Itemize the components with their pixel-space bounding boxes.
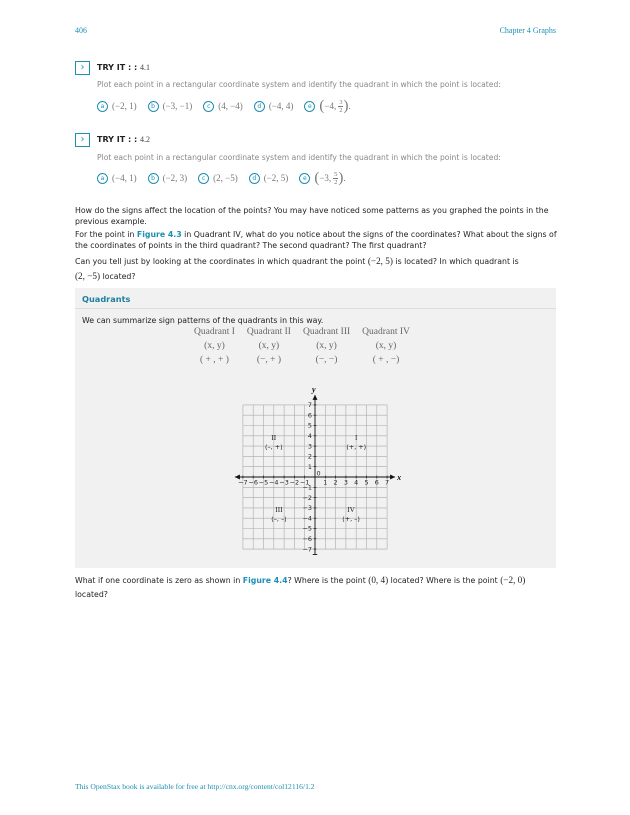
p4-text-c: located? Where is the point xyxy=(388,576,501,585)
x-tick-label: 7 xyxy=(385,478,390,487)
option-badge: b xyxy=(148,173,159,184)
x-tick-label: −2 xyxy=(289,478,300,487)
x-tick-label: −3 xyxy=(279,478,289,487)
page-number: 406 xyxy=(75,26,87,35)
x-tick-label: 4 xyxy=(354,478,359,487)
option-text: (−4, 1) xyxy=(112,173,137,183)
table-row xyxy=(188,339,416,353)
option-badge: b xyxy=(148,101,159,112)
fraction-denominator: 2 xyxy=(339,106,343,114)
quadrants-box-divider xyxy=(75,308,556,309)
tryit-2-title xyxy=(97,135,150,144)
option-text: (−3, −1) xyxy=(162,101,193,111)
p4-text-d: located? xyxy=(75,590,108,599)
fraction-denominator: 2 xyxy=(334,178,338,186)
tryit-2-instruction: Plot each point in a rectangular coordinate system and identify the quadrant in which the point is located: xyxy=(97,153,501,162)
p3-text-a: Can you tell just by looking at the coordinates in which quadrant the point xyxy=(75,257,368,266)
table-cell: ( + , −) xyxy=(372,355,400,365)
tryit-2-option-b xyxy=(148,173,188,184)
quadrant-sign-table xyxy=(188,325,416,367)
p4-text-b: ? Where is the point xyxy=(287,576,369,585)
p3-text-c: located? xyxy=(100,272,136,281)
quadrant-name-label: I xyxy=(354,433,358,442)
paragraph-3 xyxy=(75,254,557,284)
table-cell: (x, y) xyxy=(375,341,397,351)
tryit-1-option-e xyxy=(304,99,350,114)
tryit-1-option-a xyxy=(97,101,137,112)
period: . xyxy=(348,101,351,111)
x-tick-label: −6 xyxy=(248,478,258,487)
x-tick-label: 1 xyxy=(323,478,328,487)
p3-math-2: (2, −5) xyxy=(75,271,101,281)
p2-text-a: For the point in xyxy=(75,230,137,239)
table-header-cell: Quadrant IV xyxy=(362,327,410,337)
table-row xyxy=(188,353,416,367)
option-badge: d xyxy=(249,173,260,184)
y-tick-label: 2 xyxy=(307,452,312,461)
paragraph-4 xyxy=(75,573,557,602)
tryit-2-options xyxy=(97,168,357,188)
tryit-1-title xyxy=(97,63,150,72)
quadrants-intro: We can summarize sign patterns of the quadrants in this way. xyxy=(82,316,324,325)
y-axis-down-arrow-icon xyxy=(313,554,318,555)
p2-text-b: in Quadrant IV, what do you notice about the signs of the coordinates? What about the signs of the coordinates of points in the third quadrant? The second quadrant? The first quadrant? xyxy=(75,230,557,250)
quadrants-box-title: Quadrants xyxy=(82,294,131,304)
option-e-before: −4, xyxy=(324,101,337,111)
quadrant-sign-label: (+, –) xyxy=(342,515,360,524)
coordinate-plane xyxy=(225,375,405,555)
option-badge: a xyxy=(97,101,108,112)
x-axis-right-arrow-icon xyxy=(390,475,395,480)
table-cell: (x, y) xyxy=(204,341,225,351)
tryit-1-chevron-icon: › xyxy=(75,61,90,75)
option-text: (4, −4) xyxy=(218,101,243,111)
option-text: (−2, 3) xyxy=(162,173,188,183)
table-cell: (x, y) xyxy=(316,341,337,351)
tryit-2-option-c xyxy=(198,173,238,184)
x-axis-label: x xyxy=(397,473,402,482)
y-axis-up-arrow-icon xyxy=(313,395,318,400)
y-tick-label: 6 xyxy=(307,411,312,420)
quadrant-name-label: II xyxy=(271,433,277,442)
option-badge: d xyxy=(254,101,265,112)
table-header-cell: Quadrant I xyxy=(194,327,235,337)
y-tick-label: 5 xyxy=(307,421,312,430)
y-tick-label: −4 xyxy=(302,514,312,523)
quadrant-name-label: III xyxy=(275,506,283,515)
quadrant-name-label: IV xyxy=(347,506,355,515)
y-tick-label: 1 xyxy=(307,462,312,471)
quadrant-sign-label: (+, +) xyxy=(346,442,367,451)
y-tick-label: −1 xyxy=(302,483,312,492)
figure-4-3-link[interactable]: Figure 4.3 xyxy=(136,230,182,239)
y-tick-label: 4 xyxy=(307,432,312,440)
y-axis-label: y xyxy=(312,384,316,394)
tryit-2-chevron-icon: › xyxy=(75,133,90,147)
figure-4-4-link[interactable]: Figure 4.4 xyxy=(242,576,288,585)
table-cell: (x, y) xyxy=(258,341,280,351)
tryit-2-option-a xyxy=(97,173,137,184)
p3-math-1: (−2, 5) xyxy=(367,256,393,266)
option-text: (−4, 4) xyxy=(268,101,294,111)
y-tick-label: −5 xyxy=(302,524,312,533)
x-tick-label: 3 xyxy=(343,478,348,487)
y-tick-label: −2 xyxy=(302,493,312,502)
tryit-1-instruction: Plot each point in a rectangular coordinate system and identify the quadrant in which the point is located: xyxy=(97,80,501,89)
tryit-1-number: 4.1 xyxy=(139,63,150,72)
open-paren: ( xyxy=(314,170,320,186)
option-text: (2, −5) xyxy=(213,173,238,183)
tryit-1-options xyxy=(97,96,362,116)
option-badge: e xyxy=(304,101,315,112)
footer-text: This OpenStax book is available for free at http://cnx.org/content/col12116/1.2 xyxy=(75,782,315,791)
table-cell: (−, + ) xyxy=(256,355,281,365)
x-tick-label: 2 xyxy=(333,478,338,487)
option-badge: c xyxy=(203,101,214,112)
paragraph-1: How do the signs affect the location of the points? You may have noticed some patterns as you graphed the points in the previous example. xyxy=(75,206,549,226)
paragraph-2 xyxy=(75,229,557,251)
tryit-1-option-d xyxy=(254,101,294,112)
tryit-2-number: 4.2 xyxy=(139,135,150,144)
close-paren: ) xyxy=(343,98,349,114)
quadrant-sign-label: (–, –) xyxy=(271,515,287,524)
option-text: (−2, 5) xyxy=(263,173,289,183)
x-tick-label: −7 xyxy=(238,478,248,487)
table-cell: ( + , + ) xyxy=(199,355,229,365)
option-badge: e xyxy=(299,173,310,184)
fraction-numerator: 3 xyxy=(339,98,343,106)
chapter-title: Chapter 4 Graphs xyxy=(499,26,556,35)
fraction-numerator: 5 xyxy=(334,170,338,178)
y-tick-label: 3 xyxy=(307,442,312,451)
table-header-row xyxy=(188,325,416,339)
option-e-before: −3, xyxy=(319,173,332,183)
y-tick-label: −7 xyxy=(302,545,312,554)
option-badge: c xyxy=(198,173,209,184)
y-tick-label: −6 xyxy=(302,535,312,543)
quadrant-sign-label: (–, +) xyxy=(264,442,283,451)
table-cell: (−, −) xyxy=(315,355,338,365)
y-tick-label: 7 xyxy=(307,401,312,410)
close-paren: ) xyxy=(338,170,344,186)
x-tick-label: −1 xyxy=(299,478,310,487)
p4-math-2: (−2, 0) xyxy=(500,575,526,585)
tryit-1-option-c xyxy=(203,101,243,112)
table-header-cell: Quadrant III xyxy=(302,327,351,337)
table-header-cell: Quadrant II xyxy=(246,327,291,337)
p4-math-1: (0, 4) xyxy=(368,575,389,585)
open-paren: ( xyxy=(319,98,325,114)
tryit-2-option-e xyxy=(299,171,345,186)
p4-text-a: What if one coordinate is zero as shown in xyxy=(75,576,243,585)
period: . xyxy=(343,173,346,183)
x-tick-label: 6 xyxy=(374,478,379,487)
x-tick-label: −4 xyxy=(269,478,279,487)
x-tick-label: 5 xyxy=(364,478,369,487)
x-tick-label: −5 xyxy=(258,478,269,487)
tryit-2-label: TRY IT : : xyxy=(97,135,138,144)
tryit-1-label: TRY IT : : xyxy=(97,63,138,72)
p3-text-b: is located? In which quadrant is xyxy=(392,257,519,266)
tryit-2-option-d xyxy=(249,173,289,184)
option-badge: a xyxy=(97,173,108,184)
tryit-1-option-b xyxy=(148,101,193,112)
option-text: (−2, 1) xyxy=(112,101,137,111)
y-tick-label: −3 xyxy=(302,504,312,513)
origin-label: 0 xyxy=(316,469,321,478)
